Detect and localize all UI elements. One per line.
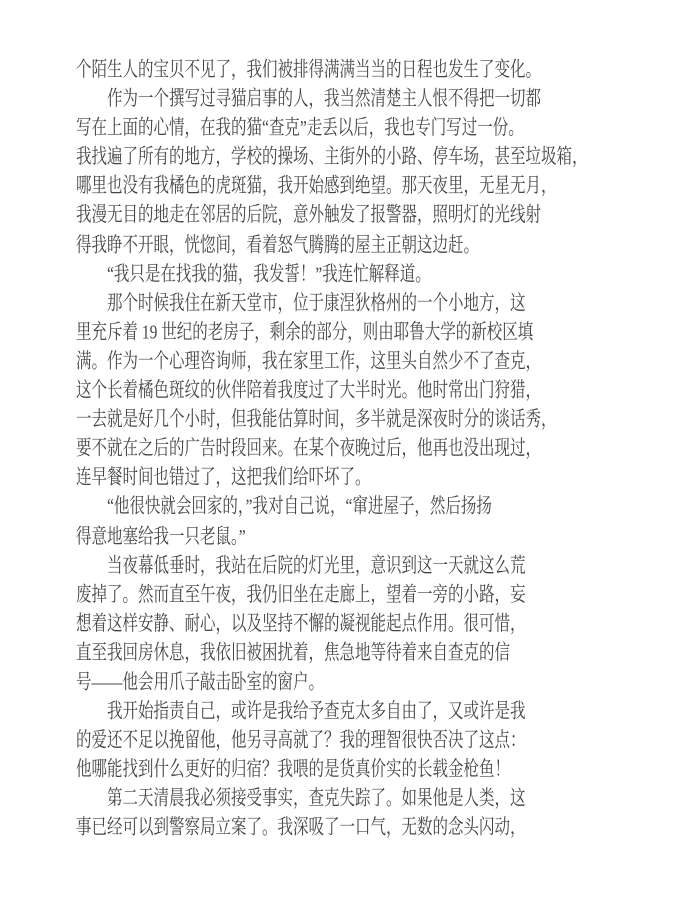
document-text [76,56,621,843]
text-line: 的爱还不足以挽留他，他另寻高就了？我的理智很快否决了这点： [76,729,526,752]
text-line: 我开始指责自己，或许是我给予查克太多自由了，又或许是我 [107,700,526,723]
text-line: 废掉了。然而直至午夜，我仍旧坐在走廊上，望着一旁的小路，妄 [76,583,526,607]
text-line: 连早餐时间也错过了，这把我们给吓坏了。 [76,466,371,490]
text-line: 得我睁不开眼，恍惚间，看着怒气腾腾的屋主正朝这边赶。 [76,233,480,257]
text-line: 一去就是好几个小时，但我能估算时间，多半就是深夜时分的谈话秀， [76,408,557,432]
text-line: 事已经可以到警察局立案了。我深吸了一口气，无数的念头闪动， [76,816,526,840]
text-line: 里充斥着 19 世纪的老房子，剩余的部分，则由耶鲁大学的新校区填 [76,321,534,344]
text-line: 我找遍了所有的地方，学校的操场、主街外的小路、停车场，甚至垃圾箱， [76,146,588,169]
text-line: 哪里也没有我橘色的虎斑猫，我开始感到绝望。那天夜里，无星无月， [76,175,557,198]
text-line: 作为一个撰写过寻猫启事的人，我当然清楚主人恨不得把一切都 [107,87,542,111]
text-line: 第二天清晨我必须接受事实，查克失踪了。如果他是人类，这 [107,787,526,811]
text-line: 这个长着橘色斑纹的伙伴陪着我度过了大半时光。他时常出门狩猎， [76,379,542,402]
text-line: 满。作为一个心理咨询师，我在家里工作，这里头自然少不了查克， [76,350,542,373]
text-line: “他很快就会回家的，”我对自己说，“窜进屋子，然后扬扬 [107,496,492,519]
text-line: 要不就在之后的广告时段回来。在某个夜晚过后，他再也没出现过， [76,437,542,461]
text-line: 想着这样安静、耐心，以及坚持不懈的凝视能起点作用。很可惜， [76,612,526,636]
text-line: “我只是在找我的猫，我发誓！”我连忙解释道。 [107,262,431,286]
text-line: 号——他会用爪子敲击卧室的窗户。 [76,671,325,694]
text-line: 得意地塞给我一只老鼠。” [76,525,246,548]
text-line: 当夜幕低垂时，我站在后院的灯光里，意识到这一天就这么荒 [107,554,526,577]
text-line: 他哪能找到什么更好的归宿？我喂的是货真价实的长载金枪鱼！ [76,758,511,782]
text-line: 我漫无目的地走在邻居的后院，意外触发了报警器，照明灯的光线射 [76,204,542,227]
text-line: 写在上面的心情，在我的猫“查克”走丢以后，我也专门写过一份。 [76,116,524,140]
text-line: 那个时候我住在新天堂市，位于康涅狄格州的一个小地方，这 [107,291,526,315]
text-line: 个陌生人的宝贝不见了，我们被排得满满当当的日程也发生了变化。 [76,58,542,82]
text-line: 直至我回房休息，我依旧被困扰着，焦急地等待着来自查克的信 [76,641,511,665]
